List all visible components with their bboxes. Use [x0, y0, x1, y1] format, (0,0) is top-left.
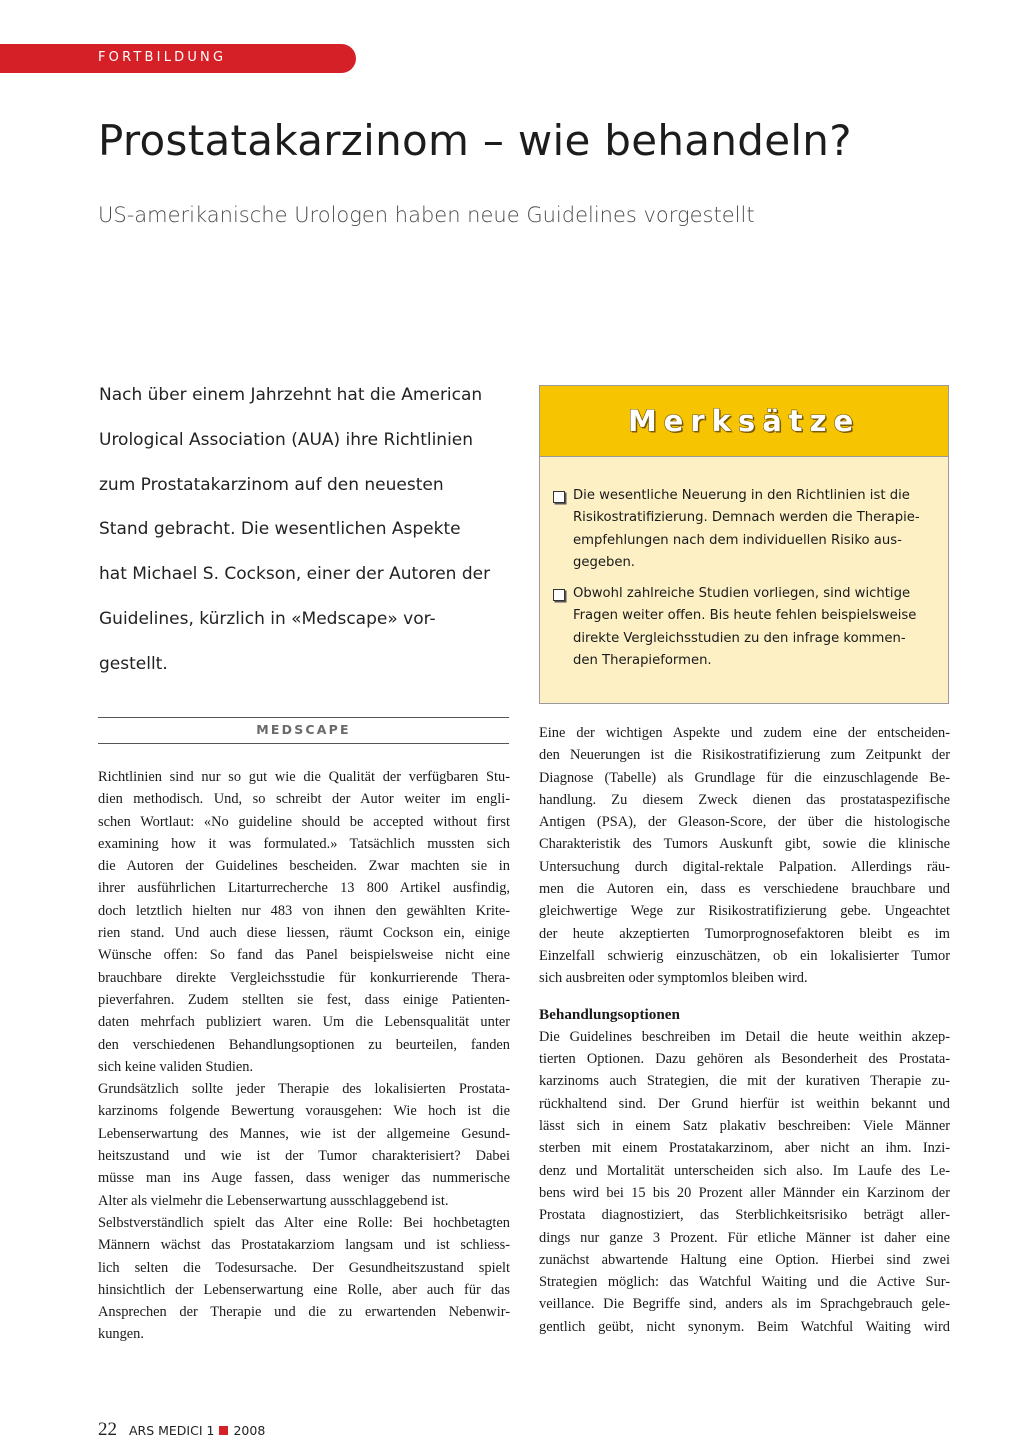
key-point-line: empfehlungen nach dem individuellen Risiko aus-	[573, 532, 902, 548]
text-line: pieverfahren. Zudem stellten sie fest, dass einige Patienten-	[98, 991, 510, 1008]
text-line: lässt sich in einem Satz plakativ beschreiben: Viele Männer	[539, 1118, 950, 1135]
text-line: rien stand. Und auch diese liessen, räumt Cockson ein, einige	[98, 925, 510, 942]
journal-year: 2008	[233, 1423, 266, 1438]
key-points-header	[540, 386, 948, 457]
source-rule-top	[98, 717, 509, 718]
text-line: zunächst abwartende Haltung eine Option. Hierbei sind zwei	[539, 1251, 950, 1268]
page-number: 22	[98, 1419, 117, 1440]
left-column-text	[98, 766, 510, 1346]
source-rule-bottom	[98, 743, 509, 744]
text-line: karzinoms folgende Bewertung vorausgehen: Wie hoch ist die	[98, 1103, 510, 1120]
key-point-item	[553, 583, 934, 672]
lead-line: hat Michael S. Cockson, einer der Autoren der	[99, 564, 491, 585]
lead-line: Stand gebracht. Die wesentlichen Aspekte	[99, 519, 461, 540]
text-line: kungen.	[98, 1326, 144, 1343]
key-point-line: direkte Vergleichsstudien zu den infrage kommen-	[573, 630, 906, 646]
text-line: der heute akzeptierten Tumorprognosefaktoren bleibt es im	[539, 925, 950, 942]
text-line: Grundsätzlich sollte jeder Therapie des lokalisierten Prostata-	[98, 1081, 510, 1098]
text-line: Antigen (PSA), der Gleason-Score, der über die histologische	[539, 814, 950, 831]
text-line: men die Autoren ein, dass es verschiedene brauchbare und	[539, 881, 950, 898]
text-line: Die Guidelines beschreiben im Detail die heute weithin akzep-	[539, 1028, 950, 1045]
text-line: sich ausbreiten oder symptomlos bleiben wird.	[539, 970, 808, 987]
text-line: bens wird bei 15 bis 20 Prozent aller Männder ein Karzinom der	[539, 1184, 950, 1201]
section-banner	[0, 44, 356, 73]
text-line: Untersuchung durch digital-rektale Palpation. Allerdings räu-	[539, 858, 950, 875]
text-line: den Neuerungen ist die Risikostratifizierung zum Zeitpunkt der	[539, 747, 950, 764]
text-line: hinsichtlich der Lebenserwartung eine Rolle, aber auch für das	[98, 1281, 510, 1298]
text-line: lich selten die Todesursache. Der Gesundheitszustand spielt	[98, 1259, 510, 1276]
key-point-line: Risikostratifizierung. Demnach werden die Therapie-	[573, 510, 920, 526]
key-point-line: den Therapieformen.	[573, 653, 712, 669]
text-line: Alter als vielmehr die Lebenserwartung ausschlaggebend ist.	[98, 1192, 449, 1209]
text-line: müsse man ins Auge fassen, dass weniger das nummerische	[98, 1170, 510, 1187]
text-line: Prostata diagnostiziert, das Sterblichkeitsrisiko beträgt aller-	[539, 1207, 950, 1224]
text-line: ihrer ausführlichen Litarturrecherche 13 800 Artikel ausfindig,	[98, 880, 510, 897]
text-line: Wünsche offen: So fand das Panel beispielsweise nicht eine	[98, 947, 510, 964]
text-line: veillance. Die Begriffe sind, anders als im Sprachgebrauch gele-	[539, 1296, 950, 1313]
key-points-list	[540, 457, 948, 672]
key-point-item	[553, 485, 934, 574]
text-line: Eine der wichtigen Aspekte und zudem eine der entscheiden-	[539, 725, 950, 741]
article-title: Prostatakarzinom – wie behandeln?	[98, 116, 852, 165]
lead-line: Urological Association (AUA) ihre Richtlinien	[99, 429, 474, 450]
text-line: doch letztlich hielten nur 483 von ihnen den gewählten Krite-	[98, 902, 510, 919]
text-line: karzinoms auch Strategien, die mit der kurativen Therapie zu-	[539, 1073, 950, 1090]
text-line: Charakteristik des Tumors Auskunft gibt, sowie die klinische	[539, 836, 950, 853]
text-line: gentlich geübt, nicht synonym. Beim Watchful Waiting wird	[539, 1318, 950, 1335]
article-subtitle: US-amerikanische Urologen haben neue Guidelines vorgestellt	[98, 203, 755, 227]
key-point-line: gegeben.	[573, 554, 636, 570]
journal-name: ARS MEDICI 1	[128, 1423, 215, 1438]
key-point-line: Fragen weiter offen. Bis heute fehlen beispielsweise	[573, 608, 917, 624]
text-line: denz und Mortalität unterscheiden sich also. Im Laufe des Le-	[539, 1162, 950, 1179]
text-line: gleichwertige Wege zur Risikostratifizierung gebe. Ungeachtet	[539, 903, 950, 920]
text-line: den verschiedenen Behandlungsoptionen zu beurteilen, fanden	[98, 1036, 510, 1053]
text-line: Ansprechen der Therapie und die zu erwartenden Nebenwir-	[98, 1304, 510, 1321]
text-line: sich keine validen Studien.	[98, 1058, 254, 1075]
key-point-line: Die wesentliche Neuerung in den Richtlinien ist die	[573, 488, 910, 503]
text-line: schen Wortlaut: «No guideline should be accepted without first	[98, 813, 510, 830]
page-footer	[98, 1419, 265, 1441]
key-points-box	[539, 385, 949, 704]
text-line: Männern wächst das Prostatakarziom langsam und ist schliess-	[98, 1237, 510, 1254]
text-line: dien methodisch. Und, so schreibt der Autor weiter im engli-	[98, 791, 510, 808]
lead-line: gestellt.	[99, 653, 168, 674]
lead-line: Guidelines, kürzlich in «Medscape» vor-	[99, 608, 436, 629]
text-line: sterben mit einem Prostatakarzinom, aber nicht an ihm. Inzi-	[539, 1140, 950, 1157]
text-line: die Autoren der Guidelines bescheiden. Zwar machten sie in	[98, 858, 510, 875]
text-line: Richtlinien sind nur so gut wie die Qualität der verfügbaren Stu-	[98, 769, 510, 785]
key-point-line: Obwohl zahlreiche Studien vorliegen, sind wichtige	[573, 586, 911, 602]
key-points-title: Merksätze	[627, 404, 861, 438]
text-line: brauchbare direkte Vergleichsstudie für konkurrierende Thera-	[98, 969, 510, 986]
text-line: Diagnose (Tabelle) als Grundlage für die einzuschlagende Be-	[539, 769, 950, 786]
section-heading: Behandlungsoptionen	[539, 1005, 680, 1023]
text-line: rückhaltend sind. Der Grund hierfür ist weithin bekannt und	[539, 1095, 950, 1112]
text-line: heitszustand und wie ist der Tumor charakterisiert? Dabei	[98, 1148, 510, 1165]
text-line: Lebenserwartung des Mannes, wie ist der allgemeine Gesund-	[98, 1125, 510, 1142]
right-column-text	[539, 722, 950, 1338]
text-line: examining how it was formulated.» Tatsächlich mussten sich	[98, 835, 510, 852]
lead-line: zum Prostatakarzinom auf den neuesten	[99, 474, 444, 495]
square-separator-icon	[219, 1426, 228, 1435]
text-line: Strategien möglich: das Watchful Waiting und die Active Sur-	[539, 1274, 950, 1291]
section-label: FORTBILDUNG	[98, 50, 227, 65]
source-label: MEDSCAPE	[256, 722, 351, 737]
lead-paragraph	[99, 373, 509, 687]
text-line: daten mehrfach publiziert waren. Um die Lebensqualität unter	[98, 1014, 510, 1031]
text-line: Selbstverständlich spielt das Alter eine Rolle: Bei hochbetagten	[98, 1214, 510, 1231]
lead-line: Nach über einem Jahrzehnt hat die American	[99, 385, 483, 405]
checkbox-bullet-icon	[553, 589, 565, 601]
text-line: dings nur ganze 3 Prozent. Für etliche Männer ist daher eine	[539, 1229, 950, 1246]
text-line: Einzelfall schwierig einzuschätzen, ob ein lokalisierter Tumor	[539, 947, 950, 964]
checkbox-bullet-icon	[553, 491, 565, 503]
text-line: handlung. Zu diesem Zweck dienen das prostataspezifische	[539, 791, 950, 808]
text-line: tierten Optionen. Dazu gehören als Besonderheit des Prostata-	[539, 1051, 950, 1068]
